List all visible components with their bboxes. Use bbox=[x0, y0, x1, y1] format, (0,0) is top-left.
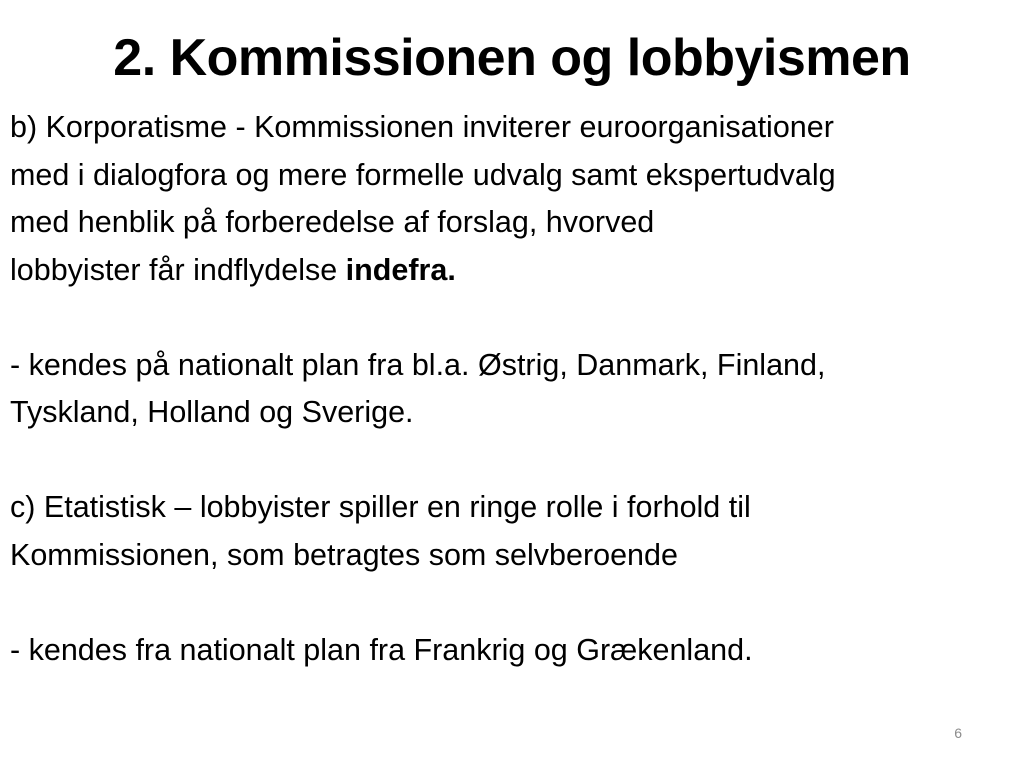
paragraph-b-line-2: med i dialogfora og mere formelle udvalg samt ekspertudvalg bbox=[10, 157, 836, 192]
paragraph-b-note-line-1: - kendes på nationalt plan fra bl.a. Østrig, Danmark, Finland, bbox=[10, 347, 826, 382]
paragraph-b-note-line-2: Tyskland, Holland og Sverige. bbox=[10, 395, 414, 429]
paragraph-c-note-line-1: - kendes fra nationalt plan fra Frankrig og Grækenland. bbox=[10, 632, 753, 667]
paragraph-c-note bbox=[10, 627, 1014, 675]
page-number: 6 bbox=[954, 725, 962, 741]
paragraph-b-line-3: med henblik på forberedelse af forslag, hvorved bbox=[10, 205, 655, 239]
paragraph-spacer bbox=[10, 579, 1014, 627]
paragraph-spacer bbox=[10, 294, 1014, 342]
paragraph-b-korporatisme bbox=[10, 104, 1014, 294]
paragraph-b-line-4-text: lobbyister får indflydelse bbox=[10, 252, 346, 287]
paragraph-c-etatistisk bbox=[10, 484, 1014, 579]
paragraph-b-line-1: b) Korporatisme - Kommissionen inviterer euroorganisationer bbox=[10, 110, 834, 144]
paragraph-c-line-2: Kommissionen, som betragtes som selvberoende bbox=[10, 537, 678, 572]
emphasis-indefra: indefra. bbox=[345, 252, 456, 287]
slide-title: 2. Kommissionen og lobbyismen bbox=[113, 29, 911, 87]
paragraph-spacer bbox=[10, 437, 1014, 485]
slide-body bbox=[10, 104, 1014, 674]
paragraph-b-line-4 bbox=[10, 247, 1014, 295]
paragraph-b-note bbox=[10, 342, 1014, 437]
paragraph-c-line-1: c) Etatistisk – lobbyister spiller en ringe rolle i forhold til bbox=[10, 490, 751, 524]
